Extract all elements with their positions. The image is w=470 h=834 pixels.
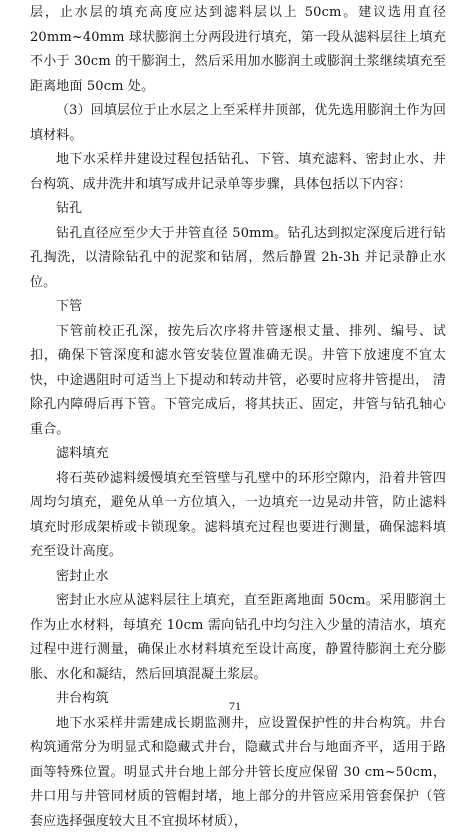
paragraph-backfill-layer: （3）回填层位于止水层之上至采样井顶部，优先选用膨润土作为回填材料。: [30, 99, 446, 148]
page-number: 71: [0, 698, 470, 714]
paragraph-construction-steps: 地下水采样井建设过程包括钻孔、下管、填充滤料、密封止水、井台构筑、成井洗井和填写成井记录单等步骤，具体包括以下内容：: [30, 148, 446, 197]
paragraph-well-platform: 地下水采样井需建成长期监测井，应设置保护性的井台构筑。井台构筑通常分为明显式和隐藏式井台，隐藏式井台与地面齐平，适用于路面等特殊位置。明显式井台地上部分井管长度应保留 30 cm~50cm， 井口用与井管同材质的管帽封堵，地上部分的井管应采用管套保护（管套应选择强度较大且不宜损坏材质），: [30, 712, 446, 834]
paragraph-filter-filling: 将石英砂滤料缓慢填充至管壁与孔壁中的环形空隙内，沿着井管四周均匀填充，避免从单一方位填入，一边填充一边晃动井管，防止滤料填充时形成架桥或卡锁现象。滤料填充过程也要进行测量，确保滤料填充至设计高度。: [30, 467, 446, 565]
heading-sealing: 密封止水: [30, 565, 446, 590]
paragraph-drilling: 钻孔直径应至少大于井管直径 50mm。钻孔达到拟定深度后进行钻孔掏洗，以清除钻孔中的泥浆和钻屑，然后静置 2h-3h 并记录静止水位。: [30, 222, 446, 296]
paragraph-stop-water-layer: 层，止水层的填充高度应达到滤料层以上 50cm。建议选用直径 20mm~40mm 球状膨润土分两段进行填充，第一段从滤料层往上填充不小于 30cm 的干膨润土，然后采用加水膨润土或膨润土浆继续填充至距离地面 50cm 处。: [30, 1, 446, 99]
paragraph-pipe-lowering: 下管前校正孔深，按先后次序将井管逐根丈量、排列、编号、试扣，确保下管深度和滤水管安装位置准确无误。井管下放速度不宜太快，中途遇阻时可适当上下提动和转动井管，必要时应将井管提出， 清除孔内障碍后再下管。下管完成后，将其扶正、固定，井管与钻孔轴心重合。: [30, 320, 446, 443]
heading-drilling: 钻孔: [30, 197, 446, 222]
paragraph-sealing: 密封止水应从滤料层往上填充，直至距离地面 50cm。采用膨润土作为止水材料，每填充 10cm 需向钻孔中均匀注入少量的清洁水，填充过程中进行测量，确保止水材料填充至设计高度，静置待膨润土充分膨胀、水化和凝结，然后回填混凝土浆层。: [30, 589, 446, 687]
heading-well-platform: 井台构筑: [30, 687, 446, 712]
heading-pipe-lowering: 下管: [30, 295, 446, 320]
heading-filter-filling: 滤料填充: [30, 442, 446, 467]
